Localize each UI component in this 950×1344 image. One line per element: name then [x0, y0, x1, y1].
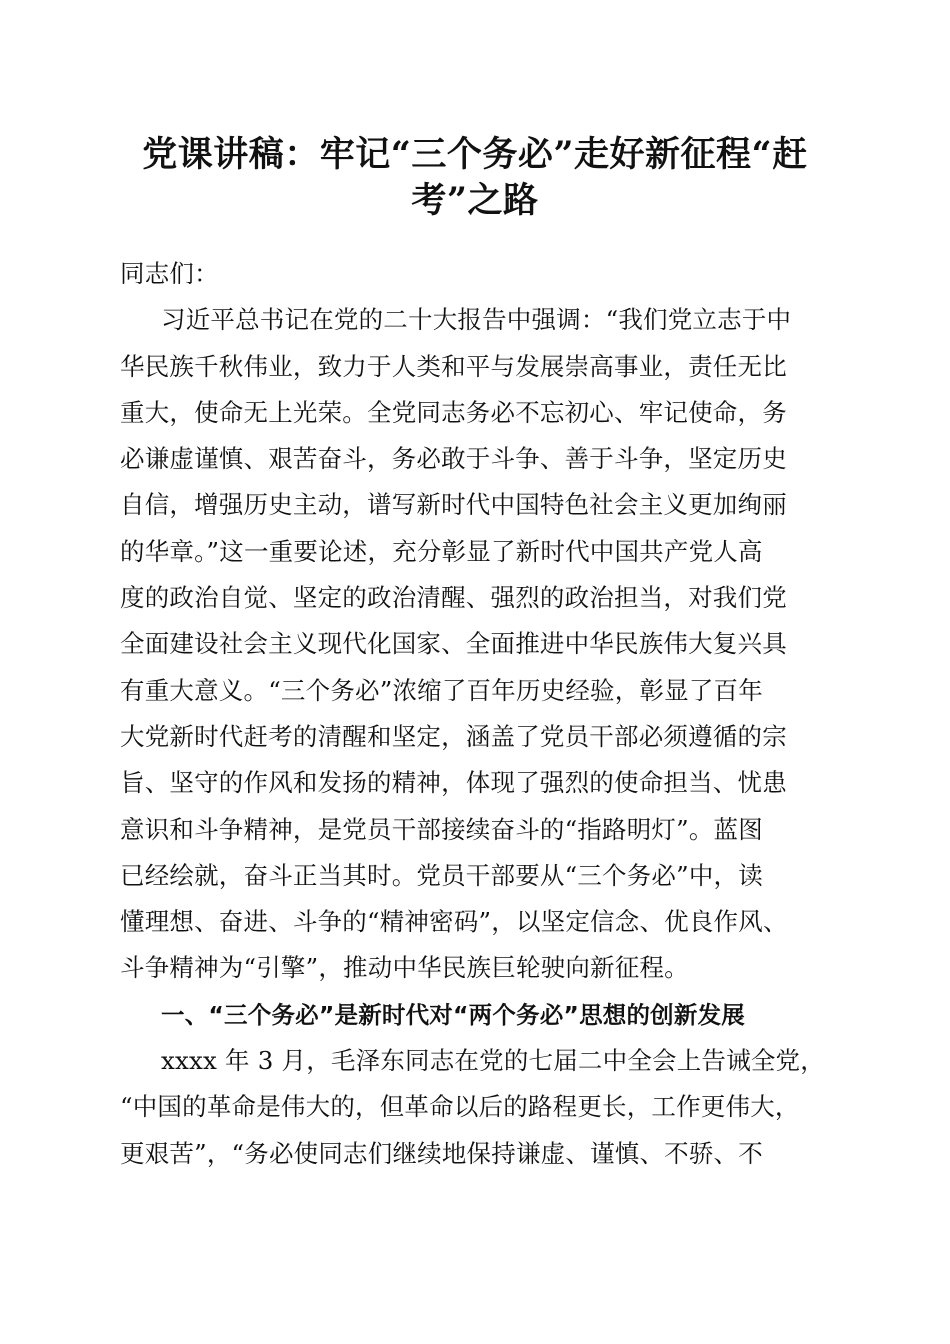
document-body — [120, 251, 832, 1177]
paragraph-line: 大党新时代赶考的清醒和坚定，涵盖了党员干部必须遵循的宗 — [120, 721, 787, 751]
paragraph-line: 斗争精神为“引擎”，推动中华民族巨轮驶向新征程。 — [120, 953, 689, 983]
paragraph-line: 必谦虚谨慎、艰苦奋斗，务必敢于斗争、善于斗争，坚定历史 — [120, 444, 787, 474]
title-line: 考”之路 — [411, 180, 539, 221]
paragraph-line: xxxx 年 3 月，毛泽东同志在党的七届二中全会上告诫全党， — [161, 1046, 825, 1076]
paragraph-line: 旨、坚守的作风和发扬的精神，体现了强烈的使命担当、忧患 — [120, 768, 787, 798]
paragraph-line: 更艰苦”，“务必使同志们继续地保持谦虚、谨慎、不骄、不 — [120, 1138, 763, 1168]
section-heading: 一、“三个务必”是新时代对“两个务必”思想的创新发展 — [161, 1000, 745, 1029]
paragraph-line: 自信，增强历史主动，谱写新时代中国特色社会主义更加绚丽 — [120, 490, 787, 520]
paragraph-line: 全面建设社会主义现代化国家、全面推进中华民族伟大复兴具 — [120, 629, 787, 659]
paragraph-line: 有重大意义。“三个务必”浓缩了百年历史经验，彰显了百年 — [120, 675, 763, 705]
paragraph-line: 已经绘就，奋斗正当其时。党员干部要从“三个务必”中，读 — [120, 860, 763, 890]
paragraph-2 — [120, 1038, 832, 1177]
paragraph-line: 意识和斗争精神，是党员干部接续奋斗的“指路明灯”。蓝图 — [120, 814, 763, 844]
document-title — [110, 132, 840, 224]
paragraph-line: 度的政治自觉、坚定的政治清醒、强烈的政治担当，对我们党 — [120, 583, 787, 613]
paragraph-line: 华民族千秋伟业，致力于人类和平与发展崇高事业，责任无比 — [120, 351, 787, 381]
paragraph-line: 的华章。”这一重要论述，充分彰显了新时代中国共产党人高 — [120, 536, 763, 566]
paragraph-line: “中国的革命是伟大的，但革命以后的路程更长，工作更伟大， — [120, 1092, 800, 1122]
paragraph-line: 重大，使命无上光荣。全党同志务必不忘初心、牢记使命，务 — [120, 397, 787, 427]
paragraph-1 — [120, 297, 832, 991]
salutation: 同志们： — [120, 259, 219, 288]
title-line: 党课讲稿：牢记“三个务必”走好新征程“赶 — [142, 134, 808, 175]
paragraph-line: 懂理想、奋进、斗争的“精神密码”，以坚定信念、优良作风、 — [120, 907, 788, 937]
paragraph-line: 习近平总书记在党的二十大报告中强调：“我们党立志于中 — [161, 305, 792, 335]
